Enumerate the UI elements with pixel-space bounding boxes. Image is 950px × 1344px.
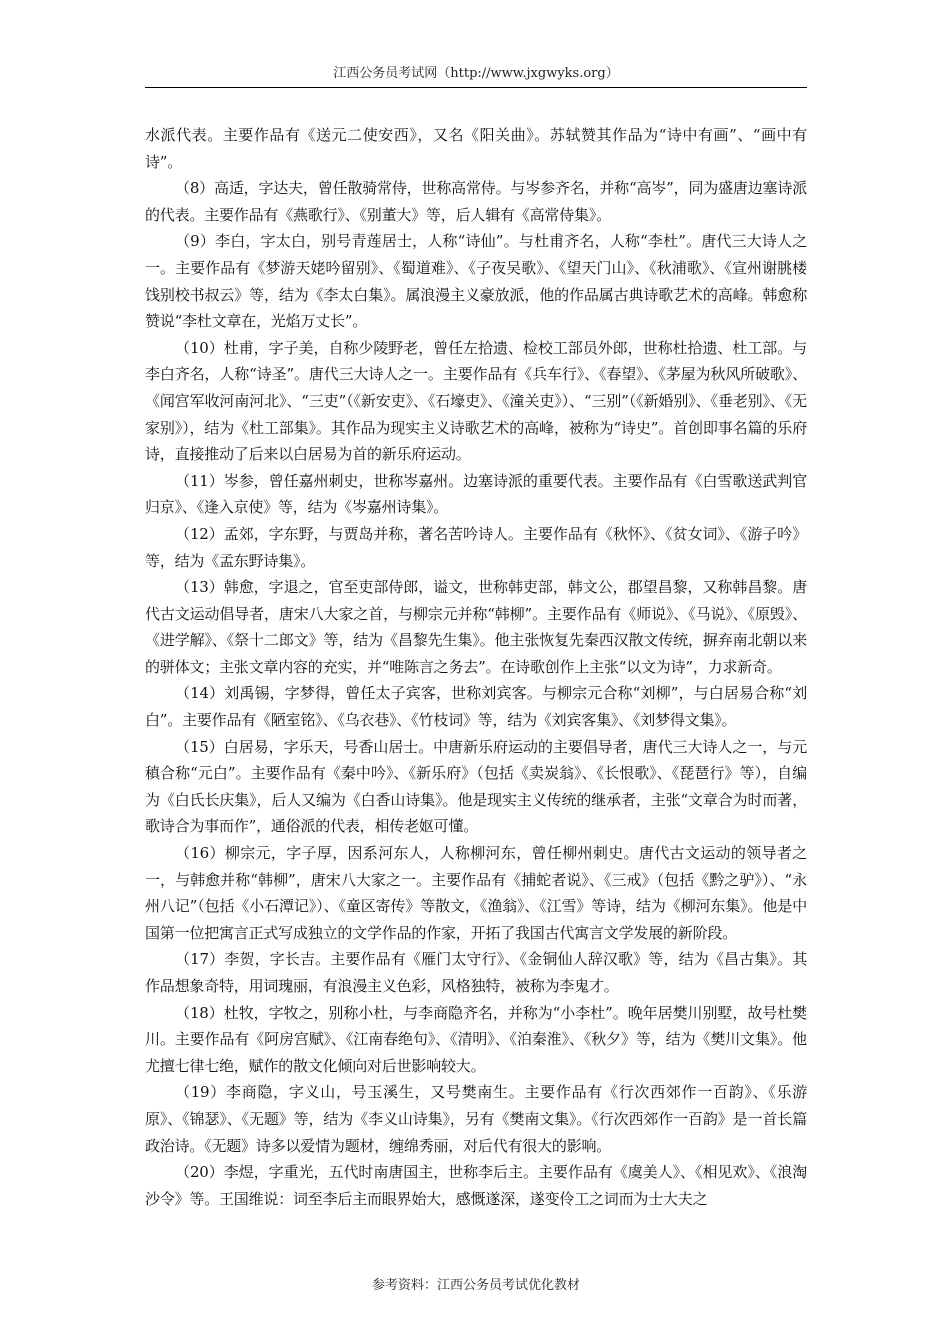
- paragraph-li-he: （17）李贺，字长吉。主要作品有《雁门太守行》、《金铜仙人辞汉歌》等，结为《昌古集》。其作品想象奇特，用词瑰丽，有浪漫主义色彩，风格独特，被称为李鬼才。: [145, 950, 807, 995]
- paragraph-bai-juyi: （15）白居易，字乐天，号香山居士。中唐新乐府运动的主要倡导者，唐代三大诗人之一，与元稹合称“元白”。主要作品有《秦中吟》、《新乐府》（包括《卖炭翁》、《长恨歌》、《琵琶行》等），自编为《白氏长庆集》，后人又编为《白香山诗集》。他是现实主义传统的继承者，主张“文章合为时而著，歌诗合为事而作”，通俗派的代表，相传老妪可懂。: [145, 737, 807, 836]
- paragraph-du-mu: （18）杜牧，字牧之，别称小杜，与李商隐齐名，并称为“小李杜”。晚年居樊川别墅，故号杜樊川。主要作品有《阿房宫赋》、《江南春绝句》、《清明》、《泊秦淮》、《秋夕》等，结为《樊川文集》。他尤擅七律七绝，赋作的散文化倾向对后世影响较大。: [145, 1003, 807, 1075]
- paragraph-gao-shi: （8）高适，字达夫，曾任散骑常侍，世称高常侍。与岑参齐名，并称“高岑”，同为盛唐边塞诗派的代表。主要作品有《燕歌行》、《别董大》等，后人辑有《高常侍集》。: [145, 179, 807, 224]
- paragraph-li-shangyin: （19）李商隐，字义山，号玉溪生，又号樊南生。主要作品有《行次西郊作一百韵》、《乐游原》、《锦瑟》、《无题》等，结为《李义山诗集》，另有《樊南文集》。《行次西郊作一百韵》是一首长篇政治诗。《无题》诗多以爱情为题材，缠绵秀丽，对后代有很大的影响。: [145, 1083, 807, 1155]
- document-body: [145, 122, 807, 1212]
- paragraph-li-bai: （9）李白，字太白，别号青莲居士，人称“诗仙”。与杜甫齐名，人称“李杜”。唐代三大诗人之一。主要作品有《梦游天姥吟留别》、《蜀道难》、《子夜吴歌》、《望天门山》、《秋浦歌》、《宣州谢朓楼饯别校书叔云》等，结为《李太白集》。属浪漫主义豪放派，他的作品属古典诗歌艺术的高峰。韩愈称赞说“李杜文章在，光焰万丈长”。: [145, 232, 807, 331]
- paragraph-du-fu: （10）杜甫，字子美，自称少陵野老，曾任左拾遗、检校工部员外郎，世称杜拾遗、杜工部。与李白齐名，人称“诗圣”。唐代三大诗人之一。主要作品有《兵车行》、《春望》、《茅屋为秋风所破歌》、《闻宫军收河南河北》、“三吏”（《新安吏》、《石壕吏》、《潼关吏》）、“三别”（《新婚别》、《垂老别》、《无家别》），结为《杜工部集》。其作品为现实主义诗歌艺术的高峰，被称为“诗史”。首创即事名篇的乐府诗，直接推动了后来以白居易为首的新乐府运动。: [145, 338, 807, 464]
- paragraph-liu-yuxi: （14）刘禹锡，字梦得，曾任太子宾客，世称刘宾客。与柳宗元合称“刘柳”，与白居易合称“刘白”。主要作品有《陋室铭》、《乌衣巷》、《竹枝词》等，结为《刘宾客集》、《刘梦得文集》。: [145, 684, 807, 730]
- paragraph-li-yu: （20）李煜，字重光，五代时南唐国主，世称李后主。主要作品有《虞美人》、《相见欢》、《浪淘沙令》等。王国维说：词至李后主而眼界始大，感慨遂深，遂变伶工之词而为士大夫之: [145, 1163, 807, 1208]
- paragraph-meng-jiao: （12）孟郊，字东野，与贾岛并称，著名苦吟诗人。主要作品有《秋怀》、《贫女词》、《游子吟》等，结为《孟东野诗集》。: [145, 524, 807, 570]
- paragraph-continuation: 水派代表。主要作品有《送元二使安西》，又名《阳关曲》。苏轼赞其作品为“诗中有画”、“画中有诗”。: [145, 126, 807, 171]
- paragraph-han-yu: （13）韩愈，字退之，官至吏部侍郎，谥文，世称韩吏部，韩文公，郡望昌黎，又称韩昌黎。唐代古文运动倡导者，唐宋八大家之首，与柳宗元并称“韩柳”。主要作品有《师说》、《马说》、《原毁》、《进学解》、《祭十二郎文》等，结为《昌黎先生集》。他主张恢复先秦西汉散文传统，摒弃南北朝以来的骈体文；主张文章内容的充实，并“唯陈言之务去”。在诗歌创作上主张“以文为诗”，力求新奇。: [145, 578, 807, 676]
- paragraph-cen-shen: （11）岑参，曾任嘉州刺史，世称岑嘉州。边塞诗派的重要代表。主要作品有《白雪歌送武判官归京》、《逢入京使》等，结为《岑嘉州诗集》。: [145, 471, 807, 517]
- page-header: 江西公务员考试网（http://www.jxgwyks.org）: [333, 66, 619, 81]
- header-divider: [145, 87, 807, 88]
- paragraph-liu-zongyuan: （16）柳宗元，字子厚，因系河东人，人称柳河东，曾任柳州刺史。唐代古文运动的领导者之一，与韩愈并称“韩柳”，唐宋八大家之一。主要作品有《捕蛇者说》、《三戒》（包括《黔之驴》）、“永州八记”（包括《小石潭记》）、《童区寄传》等散文，《渔翁》、《江雪》等诗，结为《柳河东集》。他是中国第一位把寓言正式写成独立的文学作品的作家，开拓了我国古代寓言文学发展的新阶段。: [145, 844, 807, 942]
- page-footer: 参考资料：江西公务员考试优化教材: [371, 1278, 580, 1293]
